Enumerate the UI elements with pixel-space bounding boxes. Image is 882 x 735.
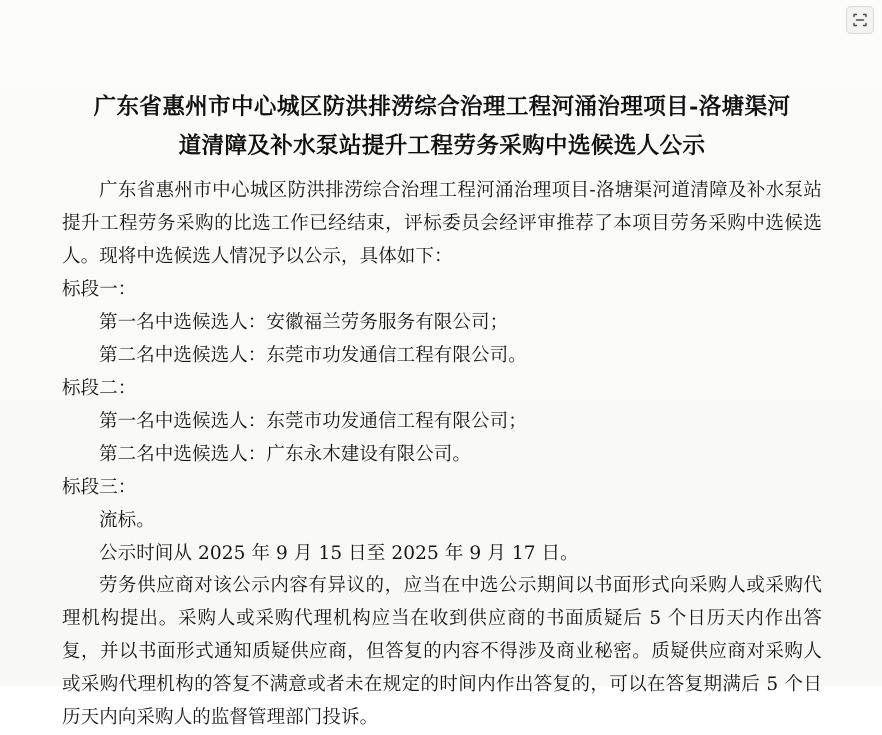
lot-1-candidate-2: 第二名中选候选人：东莞市功发通信工程有限公司。 — [99, 344, 527, 366]
lot-1-candidate-1: 第一名中选候选人：安徽福兰劳务服务有限公司； — [99, 312, 509, 334]
section-lot-2-heading: 标段二： — [62, 377, 137, 399]
lot-2-candidate-1: 第一名中选候选人：东莞市功发通信工程有限公司； — [99, 410, 527, 432]
lot-3-result: 流标。 — [99, 509, 155, 531]
lot-2-candidate-2: 第二名中选候选人：广东永木建设有限公司。 — [99, 443, 472, 465]
page-title-line-2: 道清障及补水泵站提升工程劳务采购中选候选人公示 — [178, 132, 706, 159]
section-lot-3-heading: 标段三： — [62, 476, 137, 498]
intro-paragraph: 广东省惠州市中心城区防洪排涝综合治理工程河涌治理项目-洛塘渠河道清障及补水泵站提升工程劳务采购的比选工作已经结束，评标委员会经评审推荐了本项目劳务采购中选候选人。现将中选候选人情况予以公示，具体如下： — [62, 180, 822, 268]
page-title — [62, 88, 822, 165]
publicity-period: 公示时间从 2025 年 9 月 15 日至 2025 年 9 月 17 日。 — [99, 542, 579, 564]
page-title-line-1: 广东省惠州市中心城区防洪排涝综合治理工程河涌治理项目-洛塘渠河 — [93, 94, 791, 120]
objection-procedure-paragraph: 劳务供应商对该公示内容有异议的，应当在中选公示期间以书面形式向采购人或采购代理机构提出。采购人或采购代理机构应当在收到供应商的书面质疑后 5 个日历天内作出答复，并以书面形式通知质疑供应商，但答复的内容不得涉及商业秘密。质疑供应商对采购人或采购代理机构的答复不满意或者未在规定的时间内作出答复的，可以在答复期满后 5 个日历天内向采购人的监督管理部门投诉。 — [62, 575, 822, 729]
section-lot-1-heading: 标段一： — [62, 279, 137, 301]
